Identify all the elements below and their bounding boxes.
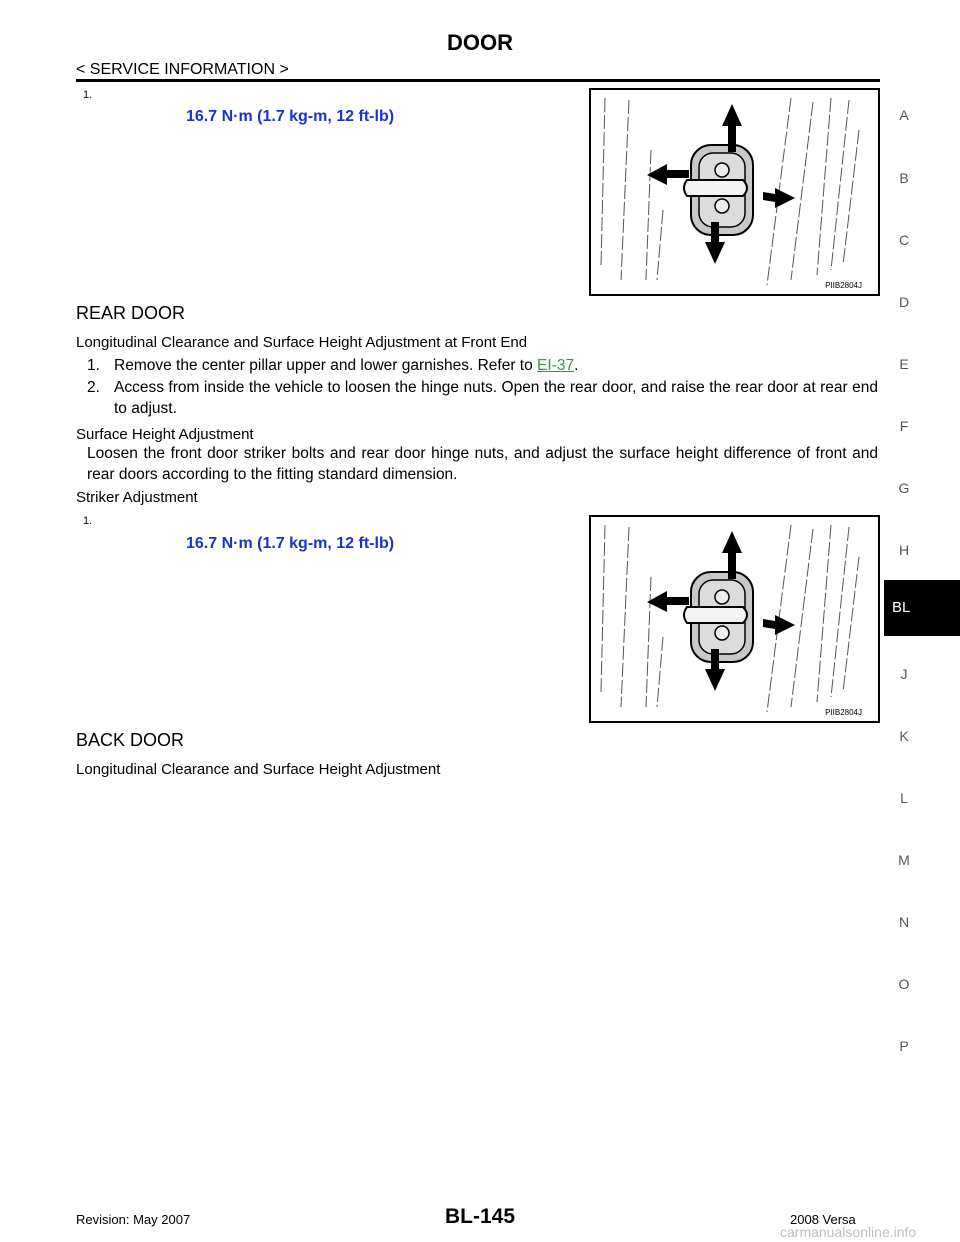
subheading-striker: Striker Adjustment [76, 489, 198, 506]
section-index-d[interactable]: D [898, 294, 910, 310]
section-index-f[interactable]: F [899, 418, 909, 434]
subheading-front-end-adjustment: Longitudinal Clearance and Surface Height Adjustment at Front End [76, 334, 528, 351]
torque-spec: 16.7 N·m (1.7 kg-m, 12 ft-lb) [186, 108, 395, 125]
section-index-bl-active[interactable] [884, 580, 960, 636]
torque-spec: 16.7 N·m (1.7 kg-m, 12 ft-lb) [186, 535, 395, 552]
subheading-back-door-adjustment: Longitudinal Clearance and Surface Height Adjustment [76, 761, 441, 778]
striker-figure [589, 515, 880, 723]
list-item [87, 355, 878, 377]
striker-figure [589, 88, 880, 296]
list-item-text: Remove the center pillar upper and lower garnishes. Refer to [114, 357, 538, 374]
section-label: < SERVICE INFORMATION > [76, 61, 289, 78]
heading-rear-door: REAR DOOR [76, 303, 186, 323]
striker-illustration [591, 90, 878, 294]
section-index-a[interactable]: A [899, 107, 909, 123]
section-index-b[interactable]: B [899, 170, 909, 186]
section-index-g[interactable]: G [898, 480, 910, 496]
step-number: 1. [83, 89, 93, 101]
page-title: DOOR [447, 30, 513, 55]
section-index-m[interactable]: M [898, 852, 910, 868]
section-index-o[interactable]: O [898, 976, 910, 992]
section-index-c[interactable]: C [898, 232, 910, 248]
list-item-number: 1. [87, 357, 100, 374]
surface-height-paragraph: Loosen the front door striker bolts and rear door hinge nuts, and adjust the surface height difference of front and rear doors according to the fitting standard dimension. [87, 445, 878, 483]
figure-id: PIIB2804J [825, 281, 862, 290]
list-item [87, 377, 878, 421]
figure-id: PIIB2804J [825, 708, 862, 717]
heading-back-door: BACK DOOR [76, 730, 185, 750]
striker-illustration [591, 517, 878, 721]
step-number: 1. [83, 515, 93, 527]
header-divider [76, 79, 880, 82]
section-index-k[interactable]: K [899, 728, 909, 744]
section-index-l[interactable]: L [900, 790, 908, 806]
footer-model: 2008 Versa [790, 1212, 856, 1227]
list-item-text: Access from inside the vehicle to loosen the hinge nuts. Open the rear door, and raise the rear door at rear end to adjust. [114, 379, 878, 417]
section-index-e[interactable]: E [899, 356, 909, 372]
footer-page-number: BL-145 [444, 1205, 516, 1228]
section-index-j[interactable]: J [900, 666, 908, 682]
section-index-n[interactable]: N [898, 914, 910, 930]
section-index-p[interactable]: P [899, 1038, 909, 1054]
footer-watermark: carmanualsonline.info [780, 1224, 917, 1240]
list-item-punctuation: . [574, 357, 579, 374]
footer-revision: Revision: May 2007 [76, 1212, 191, 1227]
list-item-number: 2. [87, 379, 100, 396]
section-index-h[interactable]: H [898, 542, 910, 558]
active-section-label: BL [892, 599, 911, 616]
reference-link-ei-37[interactable]: EI-37 [537, 357, 575, 374]
subheading-surface-height: Surface Height Adjustment [76, 426, 254, 443]
